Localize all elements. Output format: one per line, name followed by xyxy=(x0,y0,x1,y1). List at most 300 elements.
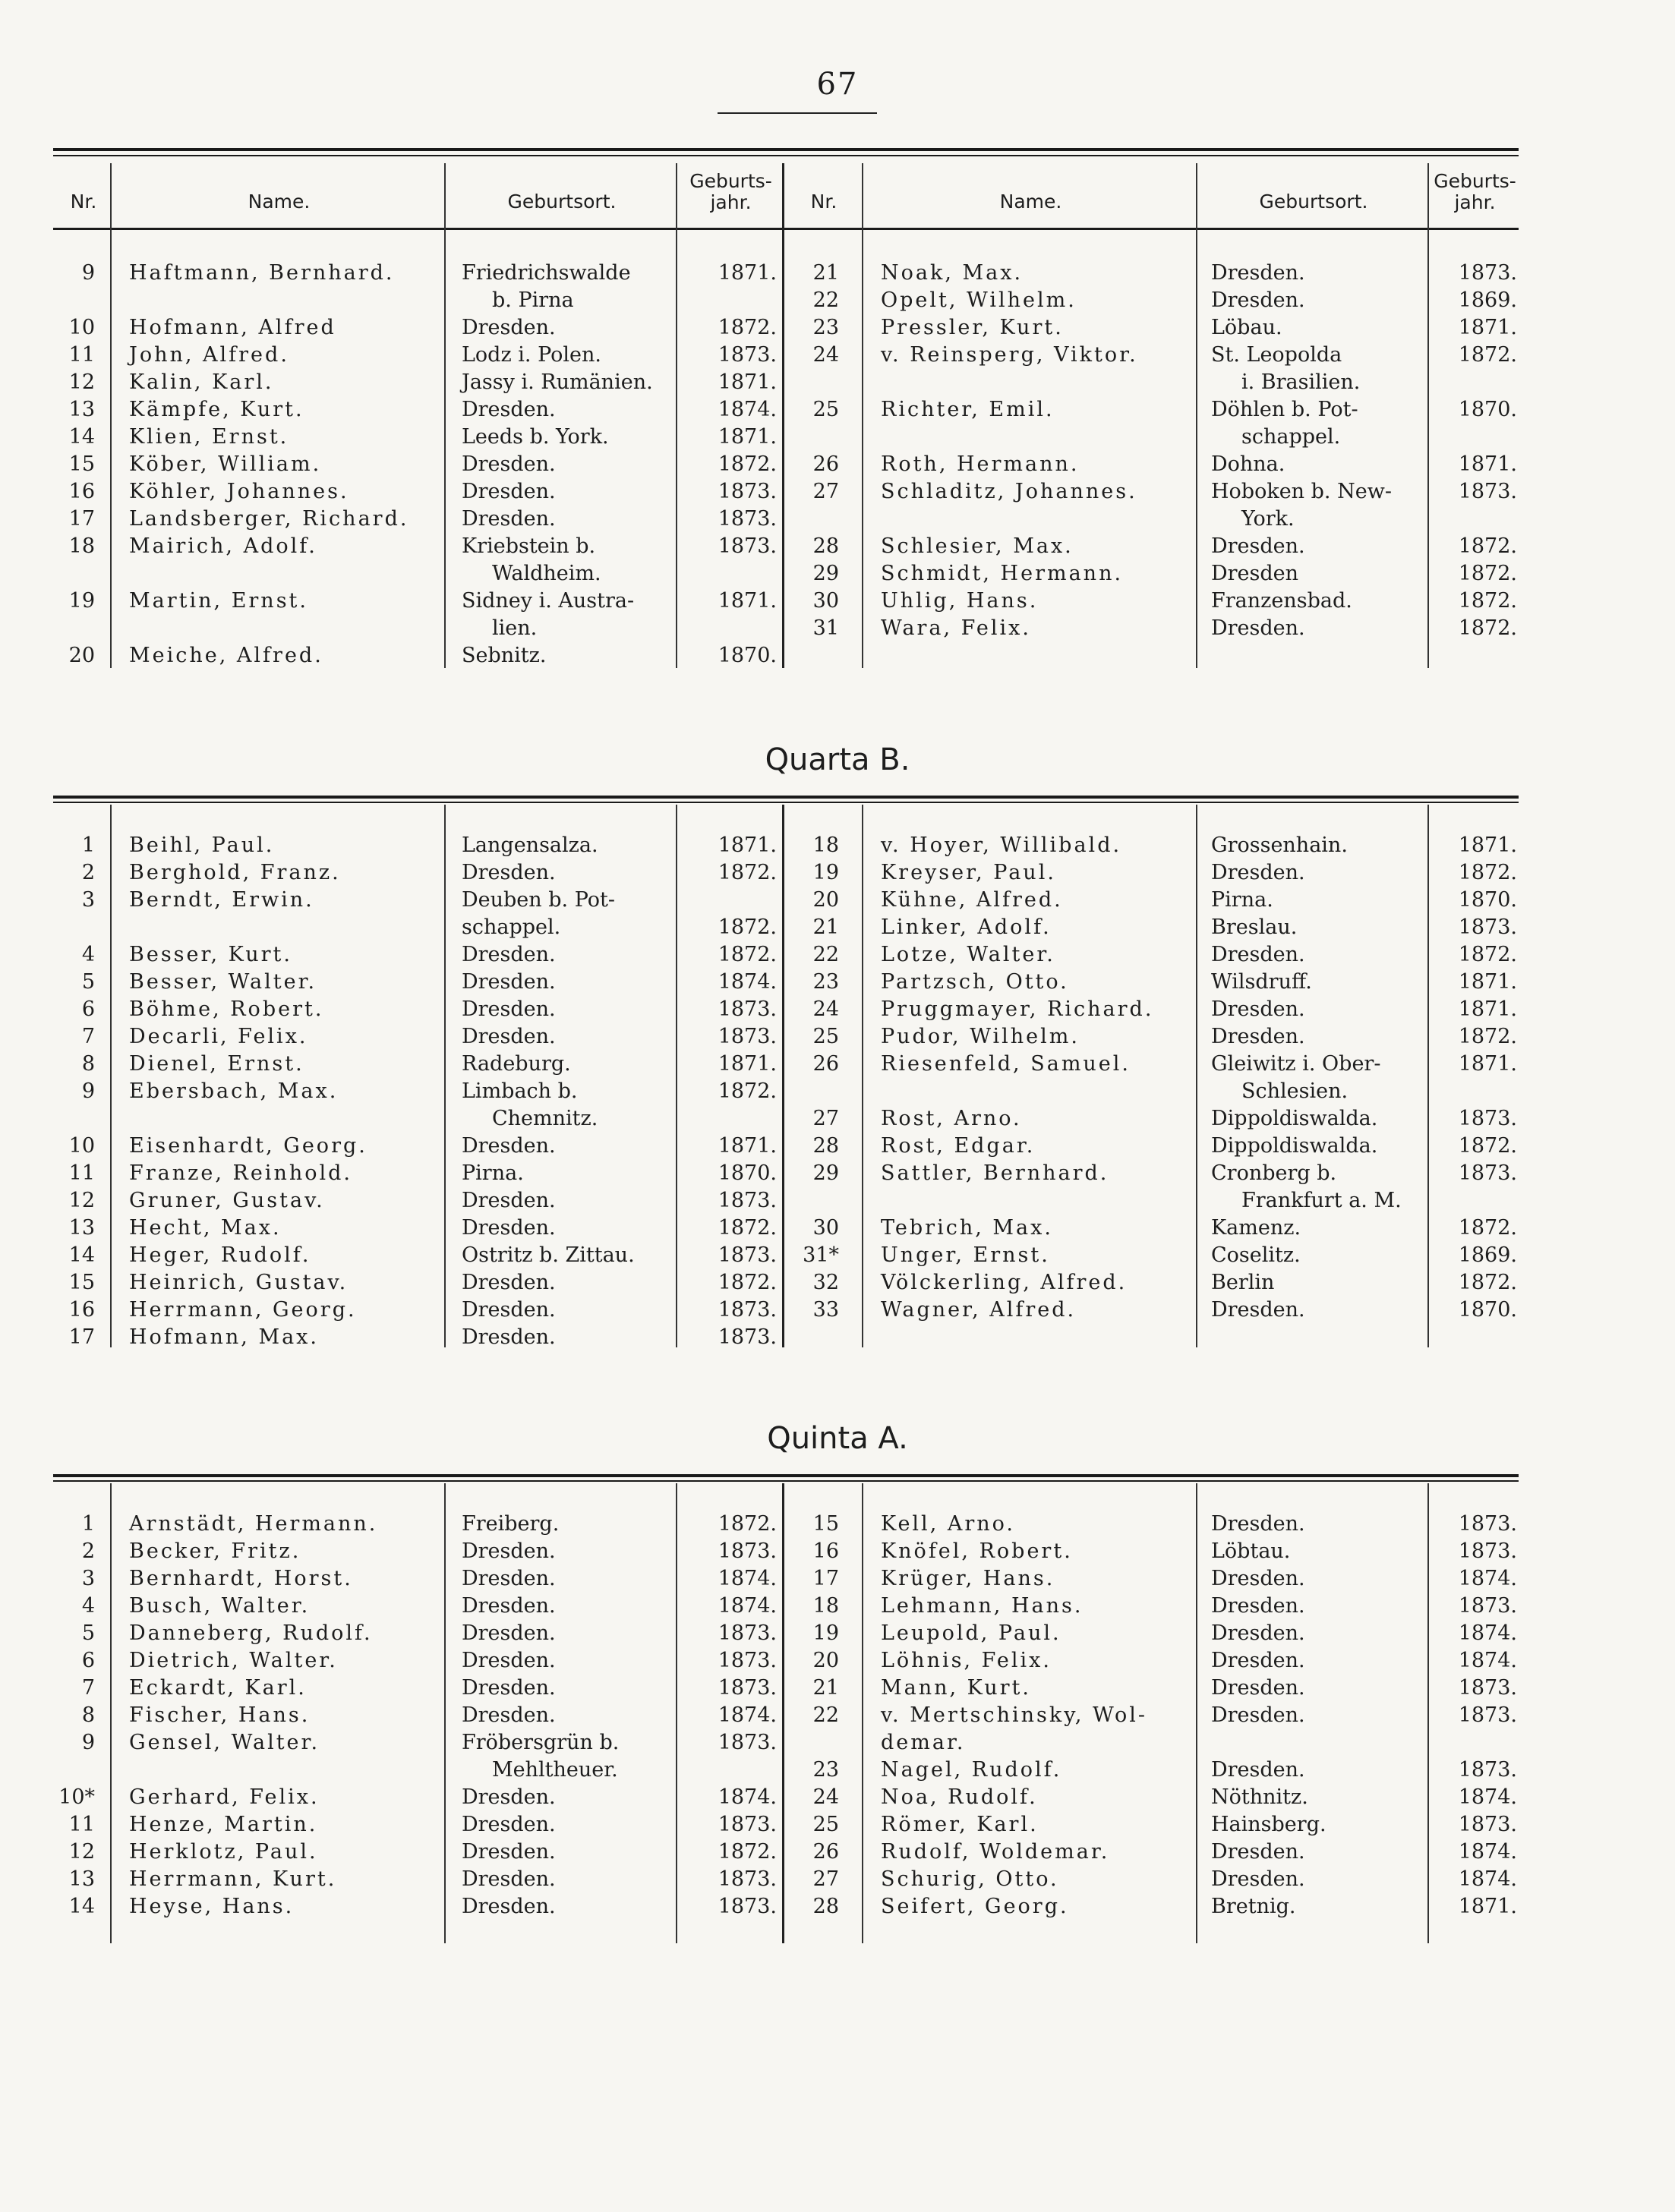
birthplace: Löbtau. xyxy=(1211,1539,1291,1563)
birthplace: Gleiwitz i. Ober- xyxy=(1211,1052,1381,1076)
birthplace: Dresden. xyxy=(462,1840,556,1864)
table-row xyxy=(0,396,1675,424)
student-name: Richter, Emil. xyxy=(881,398,1055,421)
section-top-rule xyxy=(53,1474,1519,1477)
birthplace: Dresden xyxy=(1211,562,1299,585)
birthplace: Hoboken b. New- xyxy=(1211,480,1392,503)
student-name: v. Mertschinsky, Wol- xyxy=(881,1703,1147,1727)
table-row xyxy=(0,1242,1675,1269)
student-name: Mann, Kurt. xyxy=(881,1676,1031,1700)
student-name: demar. xyxy=(881,1731,966,1754)
section-title: Quarta B. xyxy=(765,742,910,777)
header-nr: Nr. xyxy=(70,191,97,213)
entry-number: 20 xyxy=(68,644,95,667)
birthplace: Dresden. xyxy=(1211,1567,1305,1590)
birthplace: Dresden. xyxy=(1211,534,1305,558)
entry-number: 19 xyxy=(68,589,95,613)
student-name: Berghold, Franz. xyxy=(129,861,341,884)
entry-number: 9 xyxy=(81,1079,95,1103)
student-name: Rudolf, Woldemar. xyxy=(881,1840,1110,1864)
birthplace: St. Leopolda xyxy=(1211,343,1342,367)
header-geburtsjahr: Geburts- jahr. xyxy=(689,170,772,213)
birth-year: 1871. xyxy=(1458,1895,1517,1918)
entry-number: 22 xyxy=(812,288,839,312)
birth-year: 1873. xyxy=(1458,1676,1517,1700)
table-row xyxy=(0,1324,1675,1351)
birthplace: Dresden. xyxy=(462,1676,556,1700)
birthplace: Dresden. xyxy=(1211,1867,1305,1891)
birth-year: 1874. xyxy=(1458,1867,1517,1891)
entry-number: 2 xyxy=(81,1539,95,1563)
table-row xyxy=(0,1620,1675,1647)
birthplace: Nöthnitz. xyxy=(1211,1785,1308,1809)
table-row xyxy=(0,1269,1675,1297)
birthplace: Dresden. xyxy=(462,1785,556,1809)
entry-number: 10 xyxy=(68,1134,95,1158)
birth-year: 1874. xyxy=(718,1703,777,1727)
table-row xyxy=(0,287,1675,314)
birth-year: 1870. xyxy=(1458,398,1517,421)
student-name: Wagner, Alfred. xyxy=(881,1298,1077,1322)
student-name: Nagel, Rudolf. xyxy=(881,1758,1062,1782)
student-name: Leupold, Paul. xyxy=(881,1621,1061,1645)
birth-year: 1873. xyxy=(1458,1539,1517,1563)
birthplace: Mehltheuer. xyxy=(492,1758,618,1782)
student-name: v. Reinsperg, Viktor. xyxy=(881,343,1138,367)
table-row xyxy=(0,914,1675,941)
student-name: Unger, Ernst. xyxy=(881,1243,1050,1267)
student-name: Köhler, Johannes. xyxy=(129,480,349,503)
entry-number: 6 xyxy=(81,997,95,1021)
birthplace: Dresden. xyxy=(1211,1512,1305,1536)
birthplace: Dresden. xyxy=(1211,1676,1305,1700)
section-title: Quinta A. xyxy=(767,1421,908,1456)
birthplace: Dresden. xyxy=(462,1134,556,1158)
birth-year: 1874. xyxy=(718,970,777,994)
student-name: Martin, Ernst. xyxy=(129,589,308,613)
entry-number: 14 xyxy=(68,1243,95,1267)
birth-year: 1871. xyxy=(1458,452,1517,476)
student-name: Bernhardt, Horst. xyxy=(129,1567,353,1590)
student-name: Gruner, Gustav. xyxy=(129,1189,325,1212)
entry-number: 8 xyxy=(81,1703,95,1727)
birth-year: 1871. xyxy=(1458,833,1517,857)
birth-year: 1872. xyxy=(1458,1216,1517,1240)
student-name: Hofmann, Alfred xyxy=(129,316,336,339)
birth-year: 1871. xyxy=(718,833,777,857)
entry-number: 18 xyxy=(812,833,839,857)
table-row xyxy=(0,369,1675,396)
entry-number: 9 xyxy=(81,261,95,285)
student-name: Pruggmayer, Richard. xyxy=(881,997,1154,1021)
student-name: Fischer, Hans. xyxy=(129,1703,311,1727)
student-name: Schlesier, Max. xyxy=(881,534,1074,558)
entry-number: 28 xyxy=(812,1134,839,1158)
entry-number: 17 xyxy=(812,1567,839,1590)
student-name: Kühne, Alfred. xyxy=(881,888,1063,912)
birthplace: Radeburg. xyxy=(462,1052,571,1076)
birth-year: 1873. xyxy=(718,1676,777,1700)
birth-year: 1871. xyxy=(1458,316,1517,339)
birth-year: 1872. xyxy=(1458,343,1517,367)
birth-year: 1870. xyxy=(1458,1298,1517,1322)
student-name: Meiche, Alfred. xyxy=(129,644,323,667)
entry-number: 7 xyxy=(81,1025,95,1048)
table-row xyxy=(0,451,1675,478)
entry-number: 19 xyxy=(812,861,839,884)
student-name: Danneberg, Rudolf. xyxy=(129,1621,373,1645)
birthplace: Dresden. xyxy=(462,1594,556,1618)
table-row xyxy=(0,506,1675,533)
student-name: Riesenfeld, Samuel. xyxy=(881,1052,1131,1076)
birth-year: 1873. xyxy=(1458,480,1517,503)
birthplace: Schlesien. xyxy=(1241,1079,1349,1103)
birthplace: Waldheim. xyxy=(492,562,601,585)
entry-number: 24 xyxy=(812,343,839,367)
student-name: Besser, Walter. xyxy=(129,970,317,994)
entry-number: 5 xyxy=(81,1621,95,1645)
birth-year: 1874. xyxy=(718,1567,777,1590)
birthplace: Fröbersgrün b. xyxy=(462,1731,620,1754)
entry-number: 16 xyxy=(68,480,95,503)
table-row xyxy=(0,1160,1675,1187)
birth-year: 1873. xyxy=(1458,261,1517,285)
birthplace: Dresden. xyxy=(462,943,556,966)
birthplace: Chemnitz. xyxy=(492,1107,598,1130)
student-name: Pressler, Kurt. xyxy=(881,316,1064,339)
section-top-rule-2 xyxy=(53,802,1519,803)
student-name: Franze, Reinhold. xyxy=(129,1161,352,1185)
birthplace: York. xyxy=(1241,507,1295,531)
birthplace: Freiberg. xyxy=(462,1512,560,1536)
student-name: Seifert, Georg. xyxy=(881,1895,1069,1918)
birthplace: Lodz i. Polen. xyxy=(462,343,601,367)
birthplace: Dresden. xyxy=(462,316,556,339)
student-name: Heger, Rudolf. xyxy=(129,1243,311,1267)
table-row xyxy=(0,1784,1675,1811)
entry-number: 20 xyxy=(812,888,839,912)
table-row xyxy=(0,424,1675,451)
entry-number: 11 xyxy=(68,1161,95,1185)
birthplace: Pirna. xyxy=(462,1161,524,1185)
birthplace: i. Brasilien. xyxy=(1241,370,1361,394)
table-row xyxy=(0,1866,1675,1893)
table-row xyxy=(0,1565,1675,1593)
birthplace: Sebnitz. xyxy=(462,644,547,667)
birthplace: Grossenhain. xyxy=(1211,833,1348,857)
birth-year: 1873. xyxy=(718,1243,777,1267)
table-row xyxy=(0,1297,1675,1324)
entry-number: 28 xyxy=(812,1895,839,1918)
table-row xyxy=(0,1839,1675,1866)
birth-year: 1872. xyxy=(718,943,777,966)
birthplace: Dresden. xyxy=(462,1813,556,1836)
student-name: Sattler, Bernhard. xyxy=(881,1161,1109,1185)
table-row xyxy=(0,1757,1675,1784)
birth-year: 1872. xyxy=(718,1079,777,1103)
student-name: Klien, Ernst. xyxy=(129,425,289,449)
birth-year: 1871. xyxy=(718,589,777,613)
student-name: Herrmann, Kurt. xyxy=(129,1867,337,1891)
student-name: v. Hoyer, Willibald. xyxy=(881,833,1122,857)
birthplace: Jassy i. Rumänien. xyxy=(462,370,653,394)
student-name: Kalin, Karl. xyxy=(129,370,274,394)
student-name: Kreyser, Paul. xyxy=(881,861,1056,884)
birthplace: Dresden. xyxy=(1211,616,1305,640)
entry-number: 4 xyxy=(81,1594,95,1618)
birthplace: Dresden. xyxy=(462,1703,556,1727)
entry-number: 9 xyxy=(81,1731,95,1754)
birth-year: 1872. xyxy=(718,316,777,339)
birth-year: 1871. xyxy=(718,261,777,285)
birthplace: Dresden. xyxy=(462,997,556,1021)
student-name: Pudor, Wilhelm. xyxy=(881,1025,1080,1048)
birthplace: Dresden. xyxy=(1211,861,1305,884)
birthplace: lien. xyxy=(492,616,538,640)
birthplace: Deuben b. Pot- xyxy=(462,888,615,912)
birth-year: 1873. xyxy=(1458,1594,1517,1618)
table-row xyxy=(0,941,1675,969)
student-name: Köber, William. xyxy=(129,452,322,476)
birthplace: Kamenz. xyxy=(1211,1216,1301,1240)
entry-number: 24 xyxy=(812,1785,839,1809)
student-name: Schurig, Otto. xyxy=(881,1867,1059,1891)
table-row xyxy=(0,533,1675,560)
birthplace: Frankfurt a. M. xyxy=(1241,1189,1402,1212)
student-name: Lotze, Walter. xyxy=(881,943,1055,966)
entry-number: 3 xyxy=(81,888,95,912)
entry-number: 13 xyxy=(68,1216,95,1240)
entry-number: 20 xyxy=(812,1649,839,1672)
entry-number: 32 xyxy=(812,1271,839,1294)
header-geburtsjahr-right: Geburts- jahr. xyxy=(1434,170,1516,213)
header-top-rule xyxy=(53,148,1519,151)
birthplace: Dresden. xyxy=(1211,1758,1305,1782)
entry-number: 6 xyxy=(81,1649,95,1672)
entry-number: 24 xyxy=(812,997,839,1021)
birthplace: Löbau. xyxy=(1211,316,1282,339)
table-row xyxy=(0,1593,1675,1620)
table-row xyxy=(0,859,1675,887)
birth-year: 1872. xyxy=(718,1840,777,1864)
birthplace: schappel. xyxy=(1241,425,1341,449)
student-name: Opelt, Wilhelm. xyxy=(881,288,1077,312)
birthplace: Breslau. xyxy=(1211,915,1298,939)
birthplace: Dresden. xyxy=(1211,1025,1305,1048)
birth-year: 1870. xyxy=(718,1161,777,1185)
birth-year: 1872. xyxy=(1458,589,1517,613)
birth-year: 1874. xyxy=(1458,1649,1517,1672)
entry-number: 8 xyxy=(81,1052,95,1076)
student-name: Gerhard, Felix. xyxy=(129,1785,320,1809)
entry-number: 3 xyxy=(81,1567,95,1590)
birthplace: Dresden. xyxy=(1211,1840,1305,1864)
student-name: Schladitz, Johannes. xyxy=(881,480,1137,503)
birth-year: 1873. xyxy=(718,1895,777,1918)
student-name: Lehmann, Hans. xyxy=(881,1594,1084,1618)
birthplace: Dresden. xyxy=(462,1298,556,1322)
entry-number: 29 xyxy=(812,562,839,585)
table-row xyxy=(0,832,1675,859)
birthplace: Dresden. xyxy=(462,1567,556,1590)
birth-year: 1873. xyxy=(718,1539,777,1563)
birth-year: 1871. xyxy=(1458,970,1517,994)
table-row xyxy=(0,1105,1675,1133)
birth-year: 1873. xyxy=(718,534,777,558)
table-row xyxy=(0,1187,1675,1215)
birth-year: 1872. xyxy=(718,861,777,884)
entry-number: 26 xyxy=(812,1052,839,1076)
birthplace: Dresden. xyxy=(462,1867,556,1891)
birth-year: 1869. xyxy=(1458,288,1517,312)
birth-year: 1873. xyxy=(718,1025,777,1048)
birth-year: 1873. xyxy=(718,1867,777,1891)
birthplace: Dresden. xyxy=(462,452,556,476)
student-name: Eisenhardt, Georg. xyxy=(129,1134,367,1158)
birth-year: 1873. xyxy=(718,1649,777,1672)
table-row xyxy=(0,1647,1675,1675)
birthplace: Dresden. xyxy=(1211,997,1305,1021)
birth-year: 1870. xyxy=(718,644,777,667)
student-name: Ebersbach, Max. xyxy=(129,1079,339,1103)
entry-number: 14 xyxy=(68,425,95,449)
birthplace: Dresden. xyxy=(462,480,556,503)
table-row xyxy=(0,996,1675,1023)
birthplace: Bretnig. xyxy=(1211,1895,1296,1918)
birth-year: 1874. xyxy=(1458,1840,1517,1864)
birthplace: Dresden. xyxy=(462,1621,556,1645)
entry-number: 16 xyxy=(812,1539,839,1563)
student-name: Arnstädt, Hermann. xyxy=(129,1512,378,1536)
table-row xyxy=(0,642,1675,670)
birth-year: 1872. xyxy=(1458,943,1517,966)
student-name: Eckardt, Karl. xyxy=(129,1676,307,1700)
entry-number: 10 xyxy=(68,316,95,339)
student-name: Tebrich, Max. xyxy=(881,1216,1053,1240)
birthplace: Dresden. xyxy=(462,507,556,531)
entry-number: 23 xyxy=(812,316,839,339)
birth-year: 1873. xyxy=(1458,1512,1517,1536)
birth-year: 1873. xyxy=(718,1325,777,1349)
birth-year: 1873. xyxy=(718,1298,777,1322)
entry-number: 33 xyxy=(812,1298,839,1322)
entry-number: 25 xyxy=(812,1813,839,1836)
birthplace: Leeds b. York. xyxy=(462,425,609,449)
student-name: Beihl, Paul. xyxy=(129,833,275,857)
header-top-rule-2 xyxy=(53,155,1519,156)
entry-number: 22 xyxy=(812,943,839,966)
birth-year: 1869. xyxy=(1458,1243,1517,1267)
table-row xyxy=(0,1023,1675,1051)
student-name: Dienel, Ernst. xyxy=(129,1052,304,1076)
birthplace: Coselitz. xyxy=(1211,1243,1301,1267)
table-row xyxy=(0,478,1675,506)
birthplace: Dresden. xyxy=(1211,261,1305,285)
birthplace: Dresden. xyxy=(462,1539,556,1563)
student-name: Noak, Max. xyxy=(881,261,1024,285)
student-name: Rost, Arno. xyxy=(881,1107,1022,1130)
entry-number: 15 xyxy=(812,1512,839,1536)
entry-number: 22 xyxy=(812,1703,839,1727)
entry-number: 15 xyxy=(68,452,95,476)
header-bottom-rule xyxy=(53,228,1519,230)
birthplace: Limbach b. xyxy=(462,1079,578,1103)
birthplace: Dippoldiswalda. xyxy=(1211,1134,1378,1158)
entry-number: 13 xyxy=(68,398,95,421)
birth-year: 1870. xyxy=(1458,888,1517,912)
section-top-rule-2 xyxy=(53,1480,1519,1482)
table-row xyxy=(0,1893,1675,1921)
birth-year: 1873. xyxy=(1458,1813,1517,1836)
student-name: Besser, Kurt. xyxy=(129,943,292,966)
birth-year: 1874. xyxy=(1458,1621,1517,1645)
entry-number: 19 xyxy=(812,1621,839,1645)
birthplace: Dippoldiswalda. xyxy=(1211,1107,1378,1130)
birth-year: 1872. xyxy=(718,1216,777,1240)
entry-number: 29 xyxy=(812,1161,839,1185)
table-row xyxy=(0,1811,1675,1839)
birthplace: Dresden. xyxy=(1211,1621,1305,1645)
birth-year: 1871. xyxy=(718,425,777,449)
entry-number: 27 xyxy=(812,1867,839,1891)
table-row xyxy=(0,1511,1675,1538)
entry-number: 27 xyxy=(812,1107,839,1130)
birth-year: 1872. xyxy=(718,452,777,476)
student-name: Löhnis, Felix. xyxy=(881,1649,1052,1672)
birth-year: 1871. xyxy=(718,1134,777,1158)
student-name: Schmidt, Hermann. xyxy=(881,562,1124,585)
birthplace: Dresden. xyxy=(462,1649,556,1672)
student-name: Hecht, Max. xyxy=(129,1216,282,1240)
student-name: Herrmann, Georg. xyxy=(129,1298,357,1322)
entry-number: 21 xyxy=(812,261,839,285)
entry-number: 26 xyxy=(812,452,839,476)
birth-year: 1871. xyxy=(1458,1052,1517,1076)
entry-number: 18 xyxy=(812,1594,839,1618)
entry-number: 21 xyxy=(812,1676,839,1700)
birth-year: 1874. xyxy=(1458,1567,1517,1590)
birth-year: 1872. xyxy=(1458,616,1517,640)
entry-number: 7 xyxy=(81,1676,95,1700)
birthplace: Dresden. xyxy=(462,1025,556,1048)
birth-year: 1872. xyxy=(1458,861,1517,884)
table-row xyxy=(0,1675,1675,1702)
birth-year: 1871. xyxy=(718,1052,777,1076)
birthplace: Dresden. xyxy=(462,1271,556,1294)
student-name: Dietrich, Walter. xyxy=(129,1649,338,1672)
table-row xyxy=(0,615,1675,642)
entry-number: 12 xyxy=(68,1840,95,1864)
entry-number: 23 xyxy=(812,970,839,994)
entry-number: 30 xyxy=(812,589,839,613)
student-name: Becker, Fritz. xyxy=(129,1539,301,1563)
student-name: Krüger, Hans. xyxy=(881,1567,1055,1590)
student-name: Heyse, Hans. xyxy=(129,1895,295,1918)
table-row xyxy=(0,342,1675,369)
birthplace: Dresden. xyxy=(1211,1649,1305,1672)
birthplace: Dresden. xyxy=(462,1216,556,1240)
birthplace: Ostritz b. Zittau. xyxy=(462,1243,635,1267)
birth-year: 1874. xyxy=(718,1785,777,1809)
entry-number: 1 xyxy=(81,833,95,857)
student-name: Linker, Adolf. xyxy=(881,915,1052,939)
birth-year: 1873. xyxy=(718,1621,777,1645)
student-name: Hofmann, Max. xyxy=(129,1325,319,1349)
birth-year: 1872. xyxy=(1458,534,1517,558)
table-row xyxy=(0,969,1675,996)
birth-year: 1874. xyxy=(718,398,777,421)
birthplace: Dohna. xyxy=(1211,452,1285,476)
